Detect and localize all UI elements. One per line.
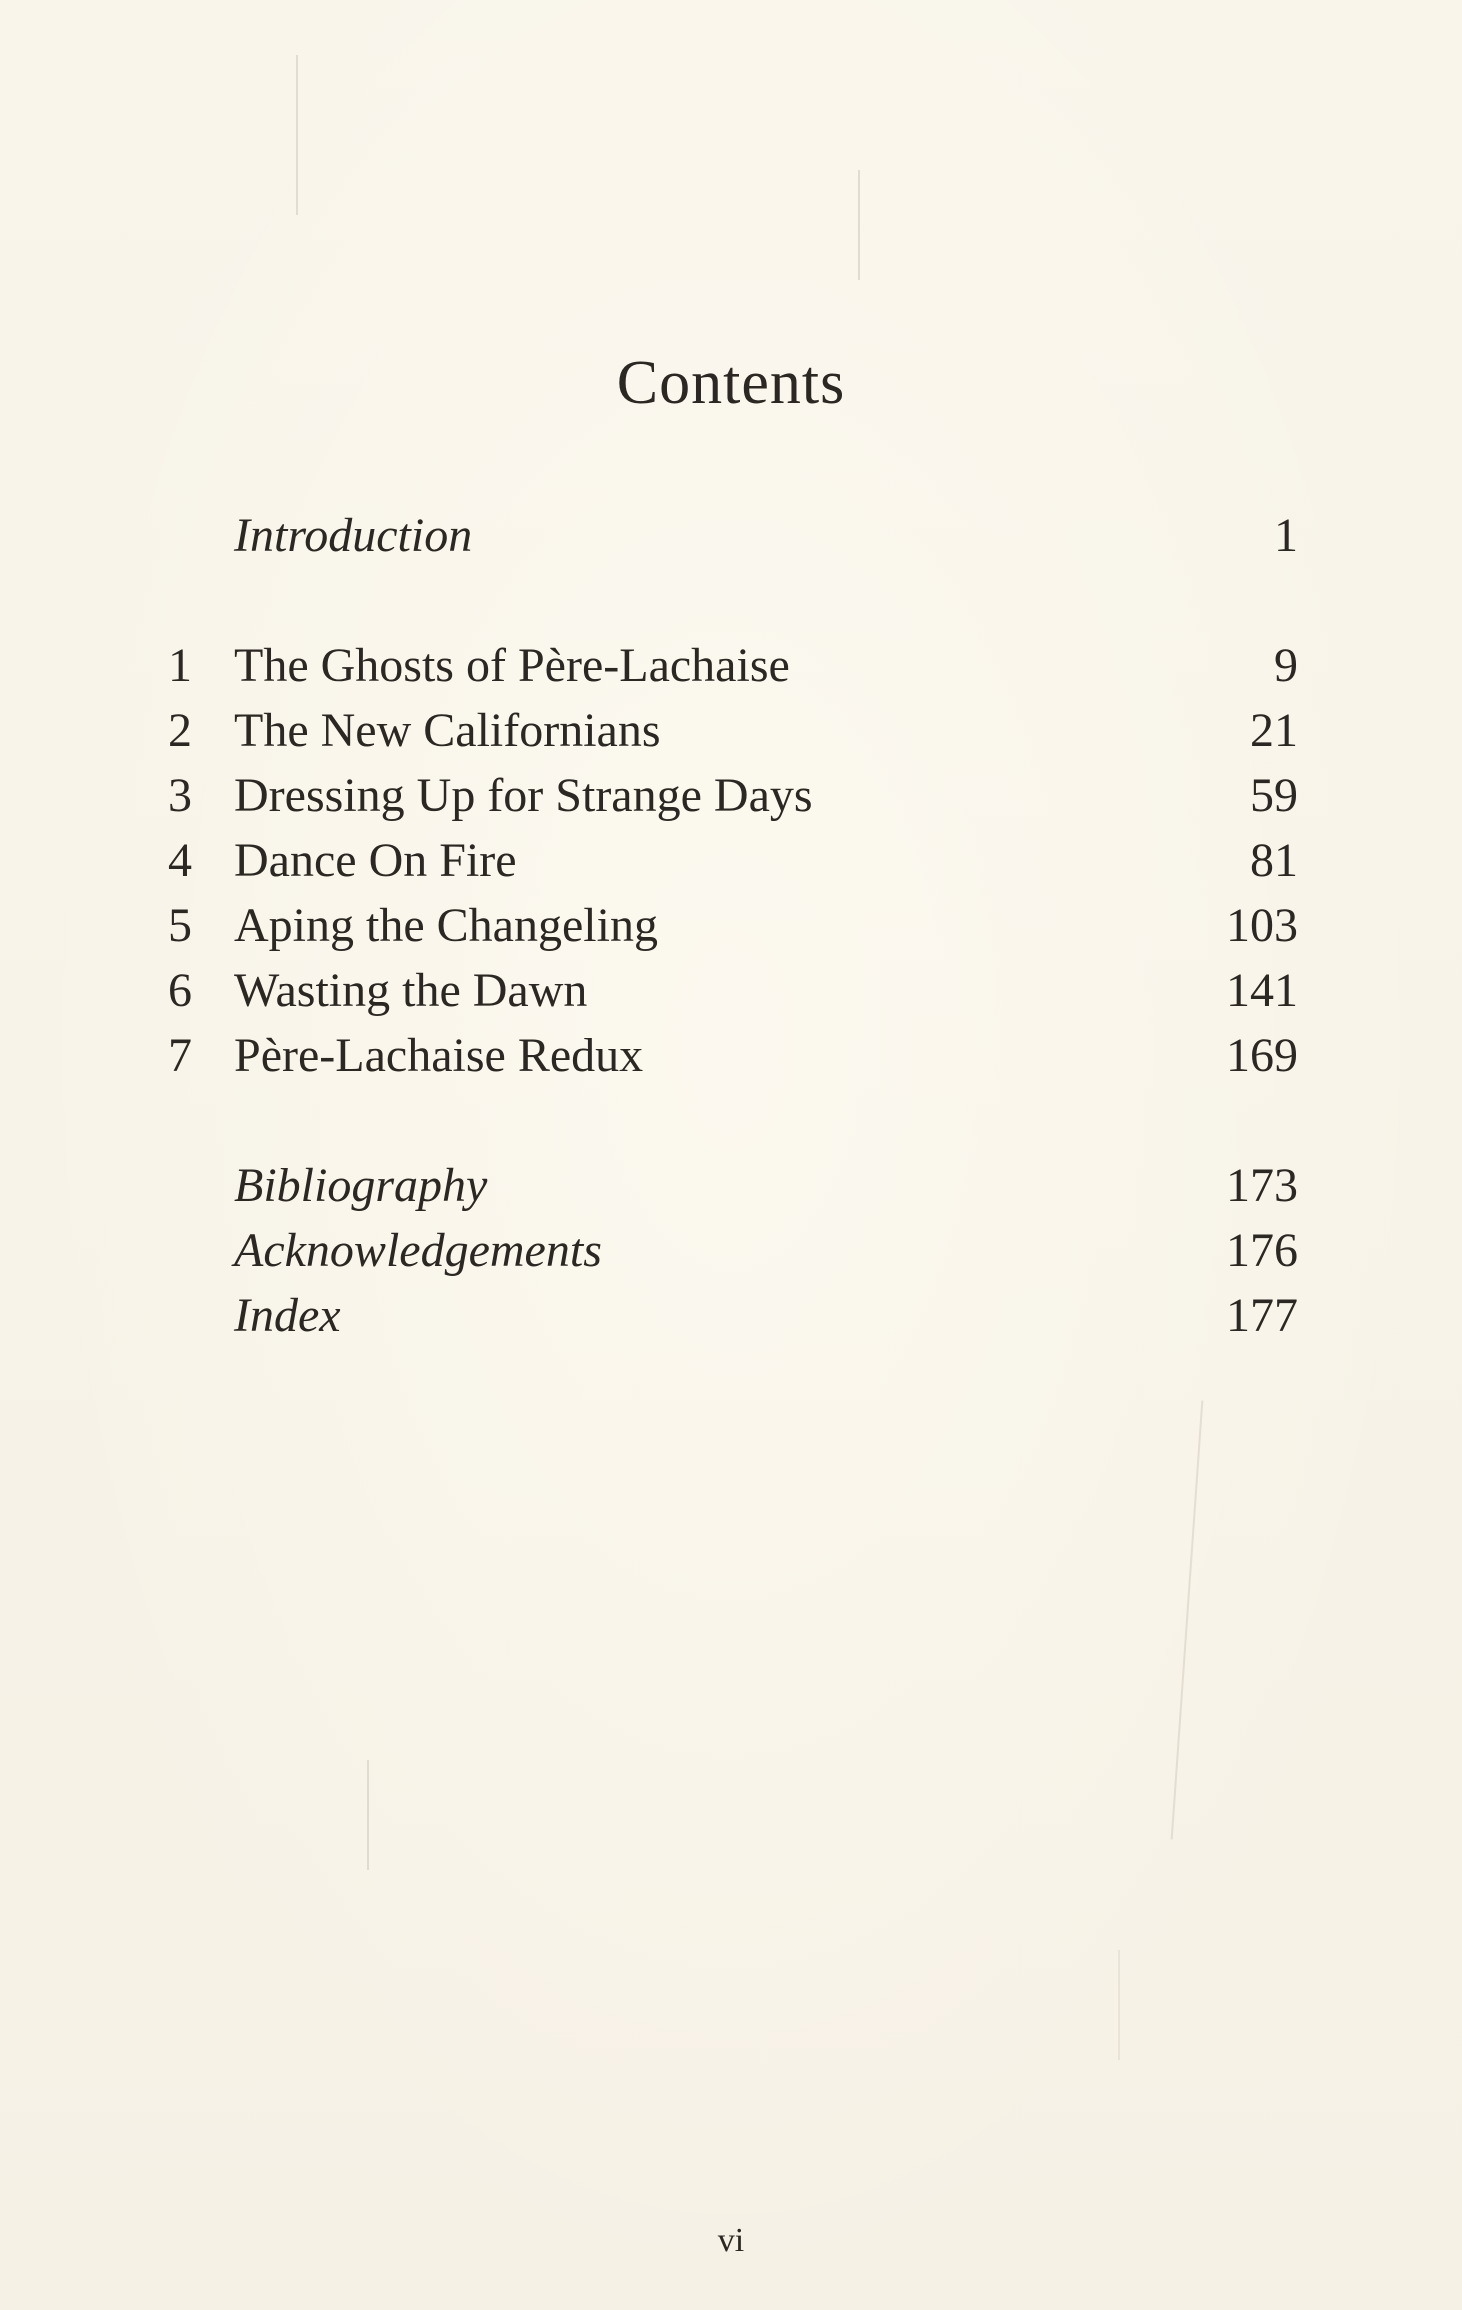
toc-entry-label: Introduction	[234, 509, 473, 562]
chapter-title: Aping the Changeling	[234, 899, 658, 952]
toc-page-number: 103	[1226, 899, 1298, 952]
scan-mark	[1118, 1950, 1120, 2060]
chapter-number: 5	[168, 899, 192, 952]
chapter-title: The New Californians	[234, 704, 661, 757]
scan-mark	[858, 170, 860, 280]
scan-mark	[296, 55, 298, 215]
toc-page-number: 21	[1250, 704, 1298, 757]
toc-page-number: 1	[1274, 509, 1298, 562]
chapter-title: Wasting the Dawn	[234, 964, 588, 1017]
chapter-title: The Ghosts of Père-Lachaise	[234, 639, 790, 692]
page-title: Contents	[616, 349, 846, 417]
toc-entry-bibliography[interactable]	[0, 1158, 1462, 1222]
toc-page-number: 141	[1226, 964, 1298, 1017]
toc-chapter-entry[interactable]	[0, 898, 1462, 962]
toc-entry-acknowledgements[interactable]	[0, 1223, 1462, 1287]
toc-page-number: 9	[1274, 639, 1298, 692]
toc-chapter-entry[interactable]	[0, 768, 1462, 832]
toc-entry-label: Index	[234, 1289, 341, 1342]
chapter-title: Père-Lachaise Redux	[234, 1029, 644, 1082]
toc-chapter-entry[interactable]	[0, 703, 1462, 767]
chapter-title: Dressing Up for Strange Days	[234, 769, 813, 822]
chapter-number: 2	[168, 704, 192, 757]
toc-page-number: 169	[1226, 1029, 1298, 1082]
toc-chapter-entry[interactable]	[0, 963, 1462, 1027]
toc-page-number: 177	[1226, 1289, 1298, 1342]
page-folio: vi	[717, 2222, 745, 2259]
chapter-number: 4	[168, 834, 192, 887]
chapter-title: Dance On Fire	[234, 834, 517, 887]
toc-page-number: 176	[1226, 1224, 1298, 1277]
toc-entry-index[interactable]	[0, 1288, 1462, 1352]
chapter-number: 7	[168, 1029, 192, 1082]
chapter-number: 6	[168, 964, 192, 1017]
scan-mark	[367, 1760, 369, 1870]
toc-page-number: 59	[1250, 769, 1298, 822]
toc-entry-label: Acknowledgements	[234, 1224, 602, 1277]
chapter-number: 3	[168, 769, 192, 822]
toc-entry-label: Bibliography	[234, 1159, 488, 1212]
toc-chapter-entry[interactable]	[0, 638, 1462, 702]
toc-entry-introduction[interactable]	[0, 508, 1462, 572]
chapter-number: 1	[168, 639, 192, 692]
toc-chapter-entry[interactable]	[0, 833, 1462, 897]
scan-mark	[1171, 1400, 1204, 1839]
toc-page-number: 81	[1250, 834, 1298, 887]
toc-page-number: 173	[1226, 1159, 1298, 1212]
toc-chapter-entry[interactable]	[0, 1028, 1462, 1092]
